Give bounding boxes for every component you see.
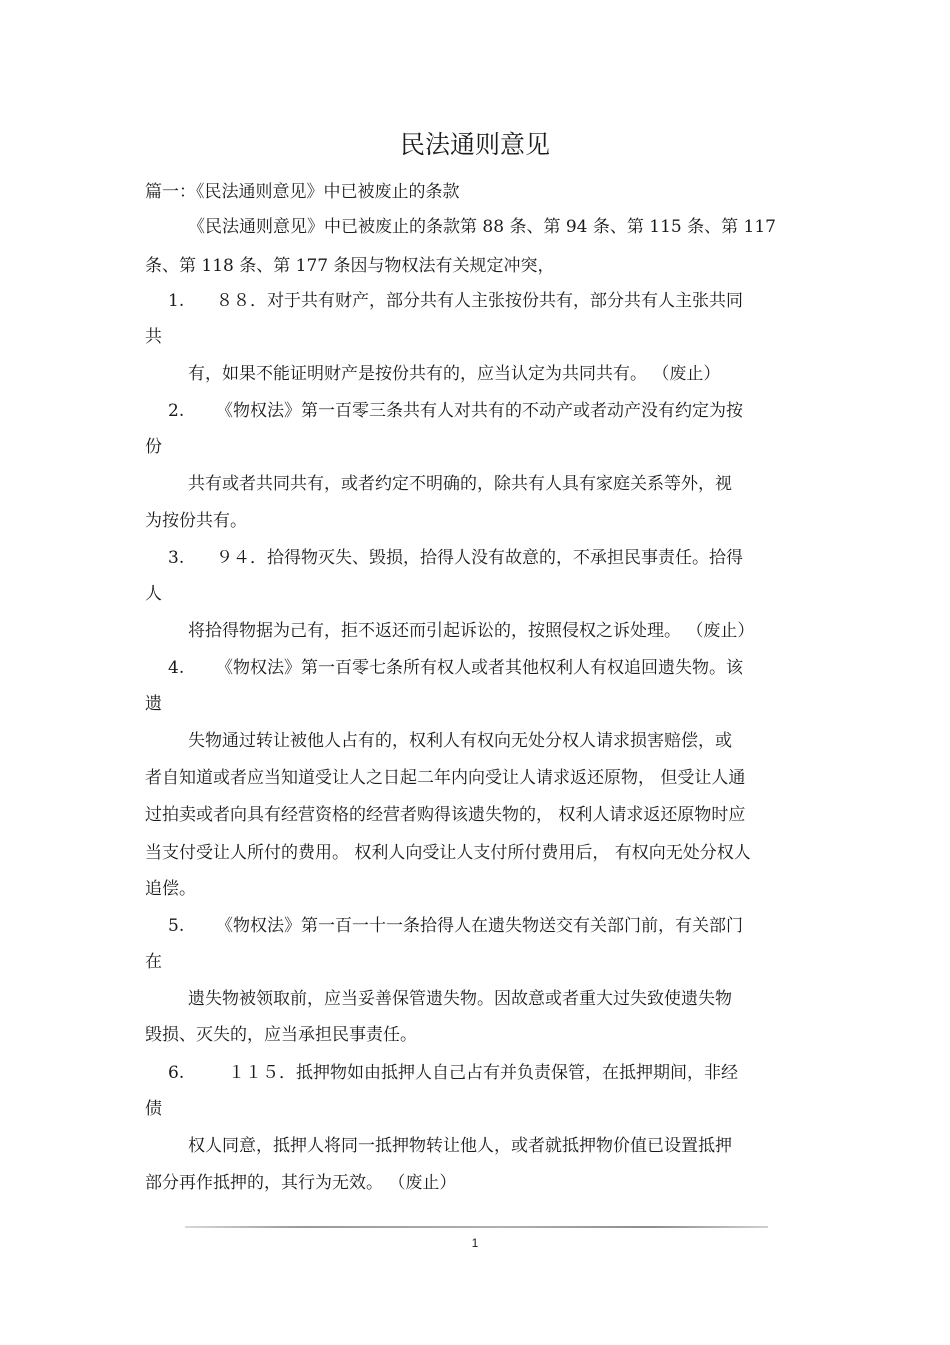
item-wrap: 份	[145, 437, 162, 457]
item-text: 权人同意，抵押人将同一抵押物转让他人，或者就抵押物价值已设置抵押	[188, 1136, 732, 1156]
item-wrap: 共	[145, 327, 162, 347]
item-wrap: 债	[145, 1099, 162, 1119]
section-heading: 篇一：《民法通则意见》中已被废止的条款	[145, 182, 460, 202]
item-number: 6.	[168, 1063, 185, 1083]
item-wrap: 遗	[145, 694, 162, 714]
item-text: 《物权法》第一百零七条所有权人或者其他权利人有权追回遗失物。该	[216, 658, 743, 678]
footer-divider	[185, 1226, 768, 1228]
item-wrap: 在	[145, 952, 162, 972]
page-number: 1	[471, 1236, 479, 1250]
item-text: 为按份共有。	[145, 511, 247, 531]
item-text: 者自知道或者应当知道受让人之日起二年内向受让人请求返还原物， 但受让人通	[145, 768, 746, 788]
intro-line: 《民法通则意见》中已被废止的条款第 88 条、第 94 条、第 115 条、第 117	[188, 217, 776, 237]
item-number: 1.	[168, 291, 185, 311]
item-number: 2.	[168, 401, 185, 421]
item-text: 共有或者共同共有，或者约定不明确的，除共有人具有家庭关系等外，视	[188, 474, 732, 494]
item-text: ９４．拾得物灭失、毁损，拾得人没有故意的，不承担民事责任。拾得	[216, 548, 743, 568]
item-number: 5.	[168, 916, 185, 936]
item-text: 部分再作抵押的，其行为无效。 （废止）	[145, 1173, 457, 1193]
item-text: 失物通过转让被他人占有的，权利人有权向无处分权人请求损害赔偿，或	[188, 731, 732, 751]
item-text: 过拍卖或者向具有经营资格的经营者购得该遗失物的， 权利人请求返还原物时应	[145, 805, 746, 825]
item-text: 有，如果不能证明财产是按份共有的，应当认定为共同共有。 （废止）	[188, 364, 721, 384]
item-text: 《物权法》第一百零三条共有人对共有的不动产或者动产没有约定为按	[216, 401, 743, 421]
intro-line: 条、第 118 条、第 177 条因与物权法有关规定冲突，	[145, 256, 555, 276]
item-text: 《物权法》第一百一十一条拾得人在遗失物送交有关部门前，有关部门	[216, 916, 743, 936]
item-text: 毁损、灭失的，应当承担民事责任。	[145, 1025, 417, 1045]
item-text: １１５．抵押物如由抵押人自己占有并负责保管，在抵押期间，非经	[228, 1063, 738, 1083]
item-text: ８８．对于共有财产，部分共有人主张按份共有，部分共有人主张共同	[216, 291, 743, 311]
item-wrap: 人	[145, 584, 162, 604]
item-number: 4.	[168, 658, 185, 678]
item-number: 3.	[168, 548, 185, 568]
item-text: 遗失物被领取前，应当妥善保管遗失物。因故意或者重大过失致使遗失物	[188, 989, 732, 1009]
item-text: 将拾得物据为己有，拒不返还而引起诉讼的，按照侵权之诉处理。 （废止）	[188, 621, 755, 641]
page-title: 民法通则意见	[399, 130, 550, 159]
item-text: 当支付受让人所付的费用。 权利人向受让人支付所付费用后， 有权向无处分权人	[145, 843, 751, 863]
item-text: 追偿。	[145, 879, 196, 899]
